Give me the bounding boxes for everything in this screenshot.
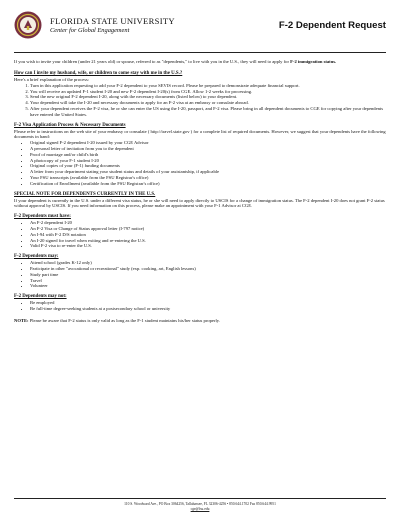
- university-seal-icon: [14, 11, 42, 39]
- list-item: • Participate in other "avocational or recreational" study (exp. cooking, art, English lessons): [30, 266, 386, 272]
- intro-text: If you wish to invite your children (under 21 years old) or spouse, referred to as "dependents," to live with you in the U.S., they will need to apply for: [14, 59, 289, 64]
- list-item: • Certification of Enrollment (available from the FSU Registrar's office): [30, 181, 386, 187]
- list-item: • An I-94 with F-2 D/S notation: [30, 232, 386, 238]
- center-name: Center for Global Engagement: [50, 26, 130, 34]
- note-text: Please be aware that F-2 status is only valid as long as the F-1 student maintains his/her status properly.: [29, 317, 220, 323]
- list-item: • Proof of marriage and/or child's birth: [30, 152, 386, 158]
- list-item: • Volunteer: [30, 283, 386, 289]
- list-item: • An F-2 Visa or Change of Status approval letter (I-797 notice): [30, 226, 386, 232]
- list-item: • A personal letter of invitation from you to the dependent: [30, 146, 386, 152]
- footer: [14, 498, 386, 512]
- status-note: [14, 318, 386, 324]
- list-item: 4. Your dependent will take the I-20 and necessary documents to apply for an F-2 visa at an embassy or consulate abroad.: [30, 100, 386, 106]
- list-item: 3. Send the new original F-2 dependent I-20, along with the necessary documents (listed below) to your dependent.: [30, 94, 386, 100]
- special-heading: SPECIAL NOTE FOR DEPENDENTS CURRENTLY IN THE U.S.: [14, 191, 156, 197]
- list-item: • Attend school (grades K-12 only): [30, 260, 386, 266]
- footer-email-link[interactable]: cge@fsu.edu: [190, 507, 210, 511]
- list-item: • Travel: [30, 278, 386, 284]
- list-item: • An F-2 dependent I-20: [30, 220, 386, 226]
- list-item: • Be full-time degree-seeking students at a postsecondary school or university: [30, 306, 386, 312]
- must-list: [14, 220, 386, 249]
- list-item: • Original signed F-2 dependent I-20 issued by your CGE Advisor: [30, 140, 386, 146]
- footer-address: 110 S. Woodward Ave., PO Box 3064256, Tallahassee, FL 32306-4256 • 850.644.1702 Fax 850.644.9951: [124, 502, 276, 506]
- list-item: • Study part time: [30, 272, 386, 278]
- special-text: If your dependent is currently in the U.S. under a different visa status, he or she will need to apply directly to USCIS for a change of immigration status. The F-2 dependent I-20 does not grant F-2 status without approval by USCIS. If you need information on this process, please make an appointment with your F-1 Advisor at CGE.: [14, 197, 385, 209]
- note-label: NOTE:: [14, 317, 29, 323]
- visa-lead: Please refer to instructions on the web site of your embassy or consulate ( http://travel.state.gov ) for a complete list of required documents. However, we suggest that your dependents have the following documents in hand:: [14, 128, 386, 140]
- university-name: FLORIDA STATE UNIVERSITY: [50, 15, 175, 26]
- may-section: [14, 254, 386, 289]
- invite-section: [14, 71, 386, 118]
- invite-lead: Here's a brief explanation of the process:: [14, 77, 90, 82]
- letterhead: [14, 8, 386, 42]
- may-list: [14, 260, 386, 289]
- visa-documents: [14, 140, 386, 186]
- list-item: 2. You will receive an updated F-1 student I-20 and new F-2 dependent I-20(s) from CGE. Allow 1-2 weeks for processing.: [30, 89, 386, 95]
- must-section: [14, 214, 386, 249]
- list-item: • A photocopy of your F-1 student I-20: [30, 158, 386, 164]
- intro-bold: F-2 immigration status.: [290, 59, 337, 64]
- list-item: • An I-20 signed for travel when exiting and re-entering the U.S.: [30, 238, 386, 244]
- list-item: • Your FSU transcripts (available from the FSU Registrar's office): [30, 175, 386, 181]
- special-section: [14, 192, 386, 210]
- list-item: • Be employed: [30, 300, 386, 306]
- maynot-section: [14, 294, 386, 312]
- list-item: • A letter from your department stating your student status and details of your assistantship, if applicable: [30, 169, 386, 175]
- maynot-list: [14, 300, 386, 312]
- visa-heading: F-2 Visa Application Process & Necessary Documents: [14, 122, 126, 128]
- must-heading: F-2 Dependents must have:: [14, 214, 71, 220]
- list-item: 1. Turn in this application requesting to add your F-2 dependent to your SEVIS record. Please be prepared to demonstrate adequate financial support.: [30, 83, 386, 89]
- list-item: 5. After your dependent receives the F-2 visa, he or she can enter the US using the I-20, passport, and F-2 visa. Please bring in all dependent documents to CGE for copying after your dependents have entered the United States.: [30, 106, 386, 118]
- list-item: • Valid F-2 visa to re-enter the U.S.: [30, 243, 386, 249]
- invite-heading: How can I invite my husband, wife, or children to come stay with me in the U.S.?: [14, 71, 183, 76]
- may-heading: F-2 Dependents may:: [14, 254, 59, 260]
- visa-section: [14, 123, 386, 187]
- list-item: • Original copies of your (F-1) funding documents: [30, 163, 386, 169]
- intro-paragraph: [14, 59, 386, 65]
- form-title: F-2 Dependent Request: [278, 19, 386, 31]
- university-block: [50, 16, 175, 35]
- maynot-heading: F-2 Dependents may not:: [14, 294, 67, 300]
- header-divider: [14, 52, 386, 53]
- invite-steps: [14, 83, 386, 118]
